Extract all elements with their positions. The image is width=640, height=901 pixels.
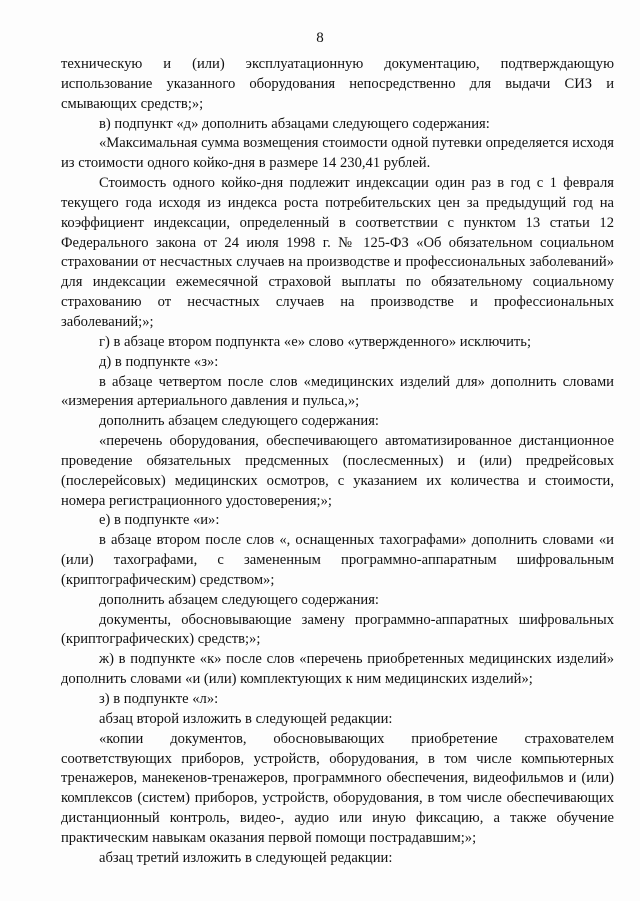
- paragraph-copies-of-documents: «копии документов, обосновывающих приобретение страхователем соответствующих приборов, устройств, оборудования, в том числе компьютерных тренажеров, манекенов-тренажеров, программного обеспечения, видеофильмов и (или) комплексов (систем) приборов, устройств, оборудования, в том числе обеспечивающих дистанционный контроль, видео-, аудио или иную фиксацию, а также обучение практическим навыкам оказания первой помощи пострадавшим;»;: [61, 730, 614, 846]
- paragraph-subitem-g: г) в абзаце втором подпункта «е» слово «утвержденного» исключить;: [99, 333, 532, 350]
- paragraph-paragraph-four: в абзаце четвертом после слов «медицинских изделий для» дополнить словами «измерения артериального давления и пульса,»;: [61, 373, 614, 410]
- paragraph-crypto-docs: документы, обосновывающие замену программно-аппаратных шифровальных (криптографических) средств;»;: [61, 611, 614, 648]
- paragraph-equipment-list: «перечень оборудования, обеспечивающего автоматизированное дистанционное проведение обязательных предсменных (послесменных) и (или) предрейсовых (послерейсовых) медицинских осмотров, с указанием их количества и стоимости, номера регистрационного удостоверения;»;: [61, 433, 614, 509]
- paragraph-subitem-v: в) подпункт «д» дополнить абзацами следующего содержания:: [99, 115, 490, 132]
- paragraph-add-paragraph: дополнить абзацем следующего содержания:: [99, 413, 379, 430]
- paragraph-indexation: Стоимость одного койко-дня подлежит индексации один раз в год с 1 февраля текущего года исходя из индекса роста потребительских цен за предыдущий год на коэффициент индексации, определенный в соответствии с пунктом 13 статьи 12 Федерального закона от 24 июля 1998 г. № 125-ФЗ «Об обязательном социальном страховании от несчастных случаев на производстве и профессиональных заболеваний» для индексации ежемесячной страховой выплаты по обязательному социальному страхованию от несчастных случаев на производстве и профессиональных заболеваний;»;: [61, 175, 614, 330]
- paragraph-tachographs: в абзаце втором после слов «, оснащенных тахографами» дополнить словами «и (или) тахографами, с замененным программно-аппаратным шифровальным (криптографическим) средством»;: [61, 532, 614, 588]
- paragraph-continuation: техническую и (или) эксплуатационную документацию, подтверждающую использование указанного оборудования непосредственно для выдачи СИЗ и смывающих средств;»;: [61, 56, 614, 112]
- paragraph-third-new-wording: абзац третий изложить в следующей редакции:: [99, 849, 393, 866]
- paragraph-add-paragraph-2: дополнить абзацем следующего содержания:: [99, 591, 379, 608]
- document-body: [61, 55, 614, 869]
- paragraph-subitem-z: з) в подпункте «л»:: [99, 691, 219, 707]
- paragraph-subitem-zh: ж) в подпункте «к» после слов «перечень приобретенных медицинских изделий» дополнить словами «и (или) комплектующих к ним медицинских изделий»;: [61, 651, 614, 688]
- paragraph-second-new-wording: абзац второй изложить в следующей редакции:: [99, 710, 393, 727]
- paragraph-subitem-d: д) в подпункте «з»:: [99, 353, 219, 370]
- page-number: 8: [316, 30, 324, 46]
- paragraph-max-sum: «Максимальная сумма возмещения стоимости одной путевки определяется исходя из стоимости одного койко-дня в размере 14 230,41 рублей.: [61, 135, 614, 172]
- paragraph-subitem-e: е) в подпункте «и»:: [99, 512, 220, 529]
